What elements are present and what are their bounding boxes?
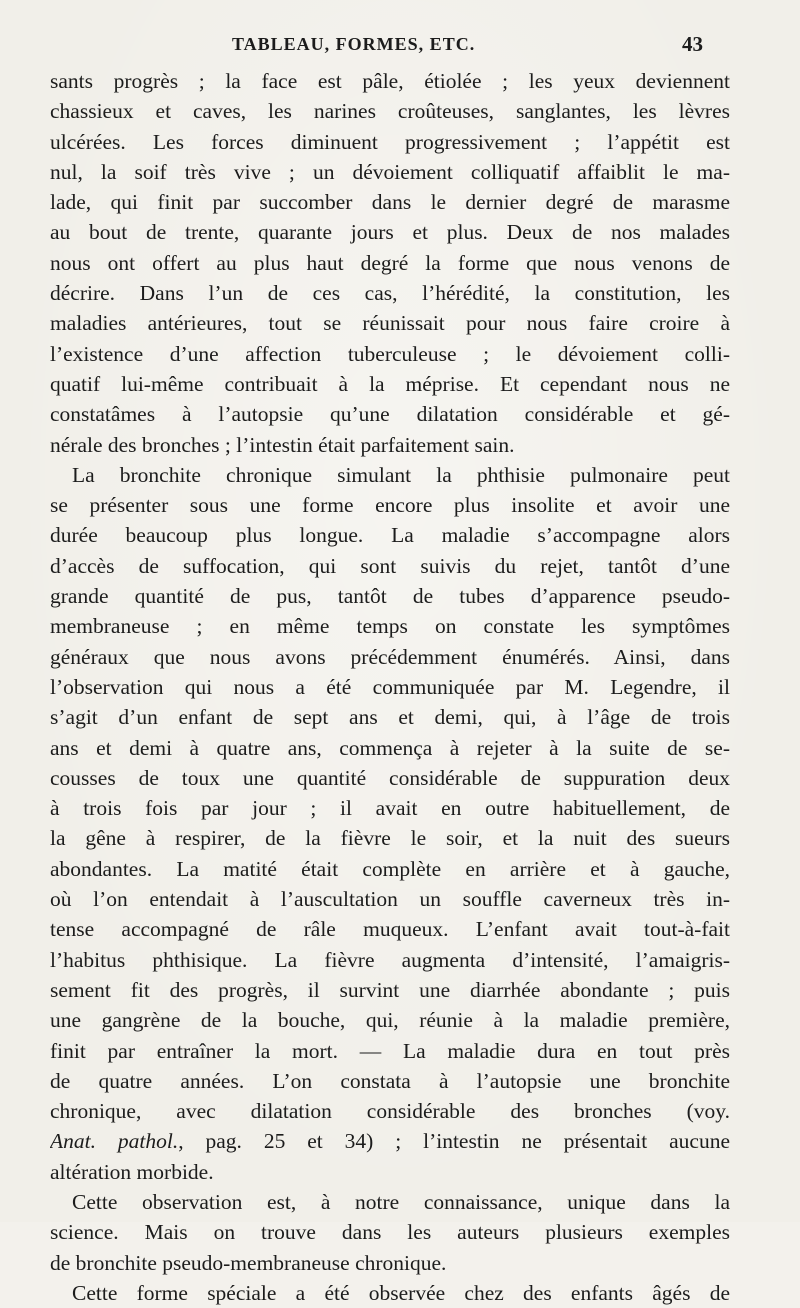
text-line: d’accès de suffocation, qui sont suivis du rejet, tantôt d’une [50,553,730,578]
text-line: cousses de toux une quantité considérable de suppuration deux [50,765,730,790]
text-line: finit par entraîner la mort. — La maladie dura en tout près [50,1038,730,1063]
text-line: nous ont offert au plus haut degré la forme que nous venons de [50,250,730,275]
text-line: nul, la soif très vive ; un dévoiement colliquatif affaiblit le ma- [50,159,730,184]
text-line: sement fit des progrès, il survint une diarrhée abondante ; puis [50,977,730,1002]
text-line: chronique, avec dilatation considérable des bronches (voy. [50,1099,730,1124]
text-line: quatif lui-même contribuait à la méprise. Et cependant nous ne [50,371,730,396]
text-line: se présenter sous une forme encore plus insolite et avoir une [50,493,730,518]
text-line: abondantes. La matité était complète en arrière et à gauche, [50,856,730,881]
paragraph-4 [50,1278,730,1308]
text-line: l’existence d’une affection tuberculeuse ; le dévoiement colli- [50,341,730,366]
text-line: Cette forme spéciale a été observée chez des enfants âgés de [72,1280,730,1305]
paragraph-3 [50,1187,730,1278]
text-line: Cette observation est, à notre connaissance, unique dans la [72,1189,730,1214]
italic-reference: Anat. pathol. [50,1129,179,1154]
text-line: la gêne à respirer, de la fièvre le soir, et la nuit des sueurs [50,826,730,851]
text-line: ans et demi à quatre ans, commença à rejeter à la suite de se- [50,735,730,760]
text-line: l’habitus phthisique. La fièvre augmenta d’intensité, l’amaigris- [50,947,730,972]
text-line: où l’on entendait à l’auscultation un souffle caverneux très in- [50,887,730,912]
text-line: La bronchite chronique simulant la phthisie pulmonaire peut [72,462,730,487]
text-line: décrire. Dans l’un de ces cas, l’hérédité, la constitution, les [50,281,730,306]
text-line: science. Mais on trouve dans les auteurs plusieurs exemples [50,1220,730,1245]
text-line: lade, qui finit par succomber dans le dernier degré de marasme [50,190,730,215]
text-line: chassieux et caves, les narines croûteuses, sanglantes, les lèvres [50,99,730,124]
text-line: de bronchite pseudo-membraneuse chronique. [50,1250,447,1275]
text-line: une gangrène de la bouche, qui, réunie à la maladie première, [50,1008,730,1033]
text-line: durée beaucoup plus longue. La maladie s’accompagne alors [50,523,730,548]
text-line: altération morbide. [50,1159,214,1184]
text-line: de quatre années. L’on constata à l’autopsie une bronchite [50,1068,730,1093]
page-header [0,34,800,64]
text-line: sants progrès ; la face est pâle, étiolée ; les yeux deviennent [50,69,730,93]
text-line: s’agit d’un enfant de sept ans et demi, qui, à l’âge de trois [50,705,730,730]
text-line: tense accompagné de râle muqueux. L’enfant avait tout-à-fait [50,917,730,942]
text-line: au bout de trente, quarante jours et plus. Deux de nos malades [50,220,730,245]
text-line: maladies antérieures, tout se réunissait pour nous faire croire à [50,311,730,336]
body-text [50,66,730,1308]
text-line: grande quantité de pus, tantôt de tubes d’apparence pseudo- [50,584,730,609]
text-line: constatâmes à l’autopsie qu’une dilatation considérable et gé- [50,402,730,427]
text-line: à trois fois par jour ; il avait en outre habituellement, de [50,796,730,821]
running-title: TABLEAU, FORMES, ETC. [232,34,476,54]
page-number: 43 [682,32,703,56]
text-line: membraneuse ; en même temps on constate les symptômes [50,614,730,639]
text-line: généraux que nous avons précédemment énumérés. Ainsi, dans [50,644,730,669]
text-line: l’observation qui nous a été communiquée par M. Legendre, il [50,674,730,699]
paragraph-1 [50,66,730,460]
text-line: nérale des bronches ; l’intestin était parfaitement sain. [50,432,515,457]
text-line: ulcérées. Les forces diminuent progressivement ; l’appétit est [50,129,730,154]
paragraph-2 [50,460,730,1187]
text-line-with-italic-reference: Anat. pathol., pag. 25 et 34) ; l’intestin ne présentait aucune [50,1129,730,1154]
